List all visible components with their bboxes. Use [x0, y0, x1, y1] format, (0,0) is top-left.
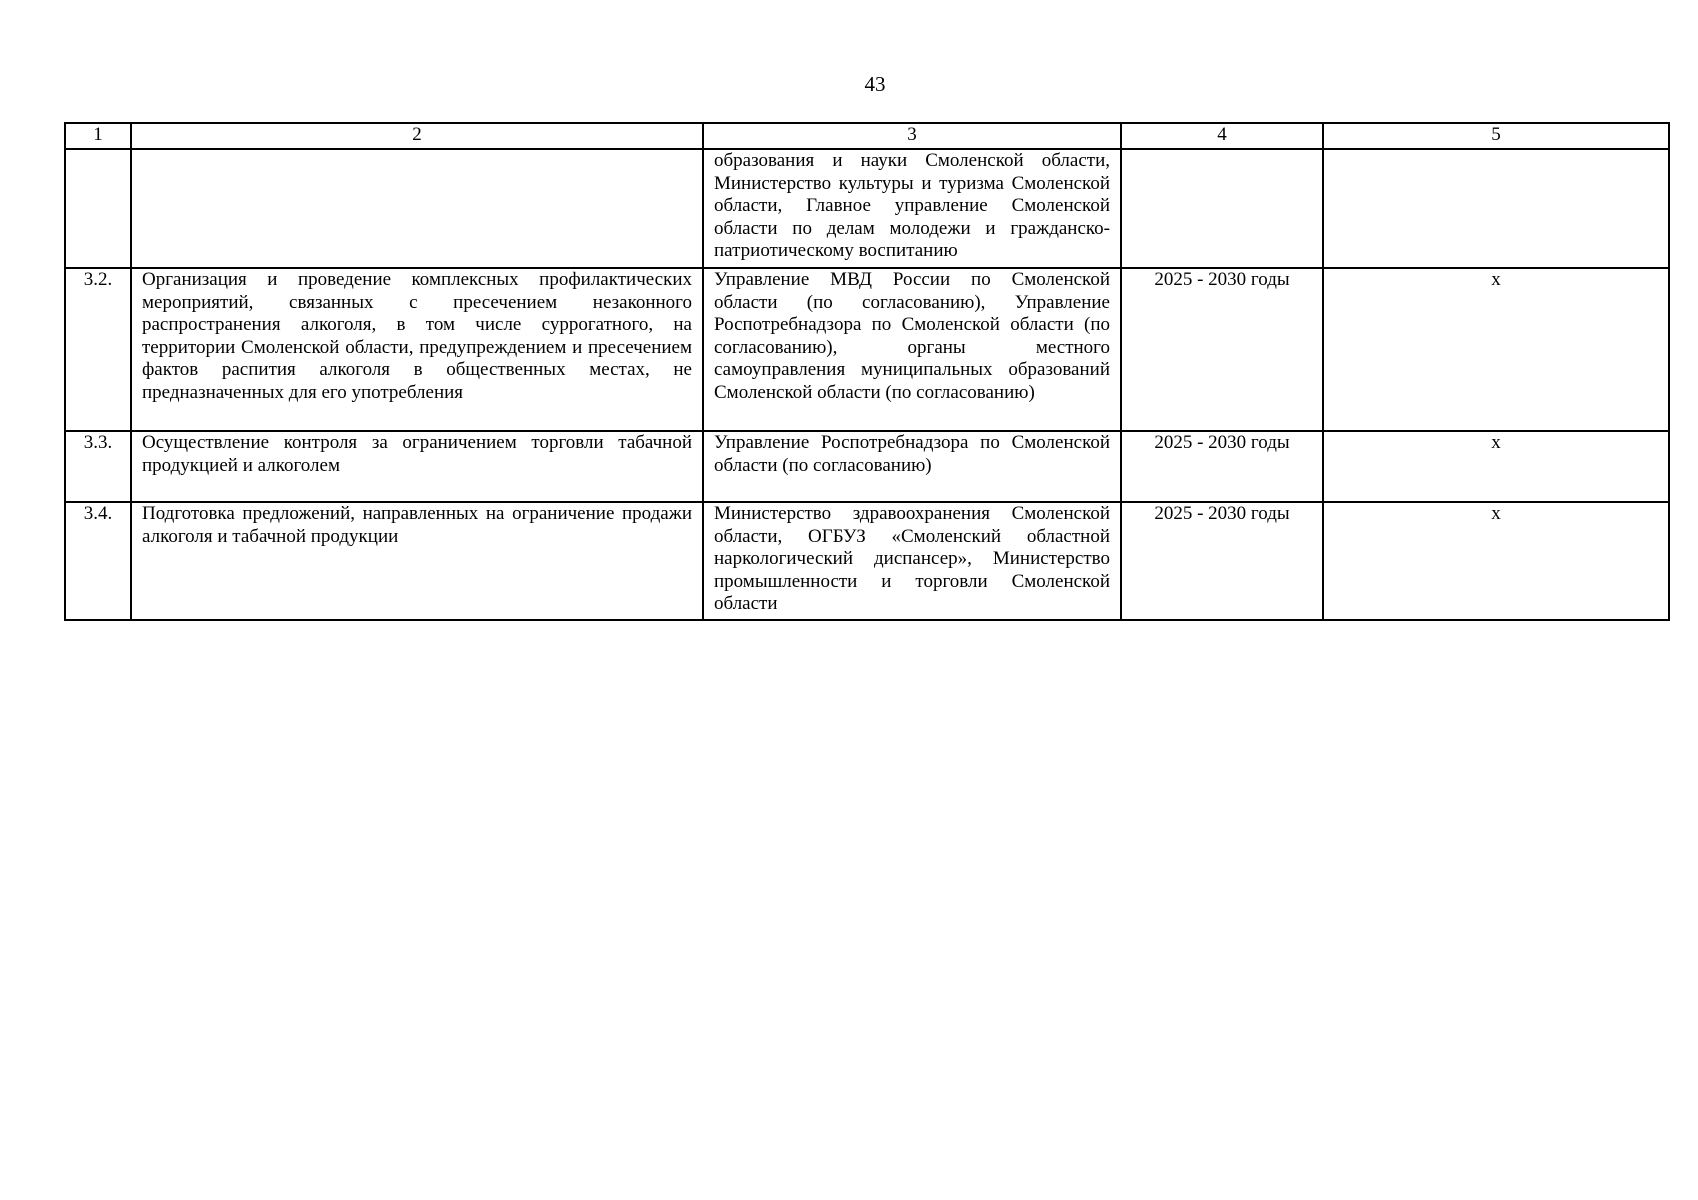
funding-cell: [1323, 149, 1669, 268]
column-header-5: 5: [1323, 123, 1669, 149]
page-number: 43: [864, 72, 886, 96]
table-header-row: [65, 123, 1669, 149]
funding-cell: х: [1323, 431, 1669, 502]
table-row: [65, 149, 1669, 268]
period-cell: 2025 - 2030 годы: [1121, 502, 1323, 620]
activity-cell: Организация и проведение комплексных профилактических мероприятий, связанных с пресечением незаконного распространения алкоголя, в том числе суррогатного, на территории Смоленской области, предупреждением и пресечением фактов распития алкоголя в общественных местах, не предназначенных для его употребления: [131, 268, 703, 431]
activity-cell: Осуществление контроля за ограничением торговли табачной продукцией и алкоголем: [131, 431, 703, 502]
column-header-3: 3: [703, 123, 1121, 149]
funding-cell: х: [1323, 502, 1669, 620]
executors-cell: образования и науки Смоленской области, Министерство культуры и туризма Смоленской области, Главное управление Смоленской области по делам молодежи и гражданско-патриотическому воспитанию: [703, 149, 1121, 268]
funding-cell: х: [1323, 268, 1669, 431]
activity-cell: [131, 149, 703, 268]
executors-cell: Министерство здравоохранения Смоленской области, ОГБУЗ «Смоленский областной наркологический диспансер», Министерство промышленности и торговли Смоленской области: [703, 502, 1121, 620]
row-number-cell: 3.2.: [65, 268, 131, 431]
period-cell: 2025 - 2030 годы: [1121, 268, 1323, 431]
row-number-cell: 3.3.: [65, 431, 131, 502]
executors-cell: Управление МВД России по Смоленской области (по согласованию), Управление Роспотребнадзора по Смоленской области (по согласованию), органы местного самоуправления муниципальных образований Смоленской области (по согласованию): [703, 268, 1121, 431]
period-cell: [1121, 149, 1323, 268]
table-row: [65, 268, 1669, 431]
column-header-4: 4: [1121, 123, 1323, 149]
column-header-2: 2: [131, 123, 703, 149]
activity-cell: Подготовка предложений, направленных на ограничение продажи алкоголя и табачной продукции: [131, 502, 703, 620]
column-header-1: 1: [65, 123, 131, 149]
executors-cell: Управление Роспотребнадзора по Смоленской области (по согласованию): [703, 431, 1121, 502]
table-row: [65, 502, 1669, 620]
activities-table: [64, 122, 1670, 621]
row-number-cell: [65, 149, 131, 268]
row-number-cell: 3.4.: [65, 502, 131, 620]
period-cell: 2025 - 2030 годы: [1121, 431, 1323, 502]
table-row: [65, 431, 1669, 502]
